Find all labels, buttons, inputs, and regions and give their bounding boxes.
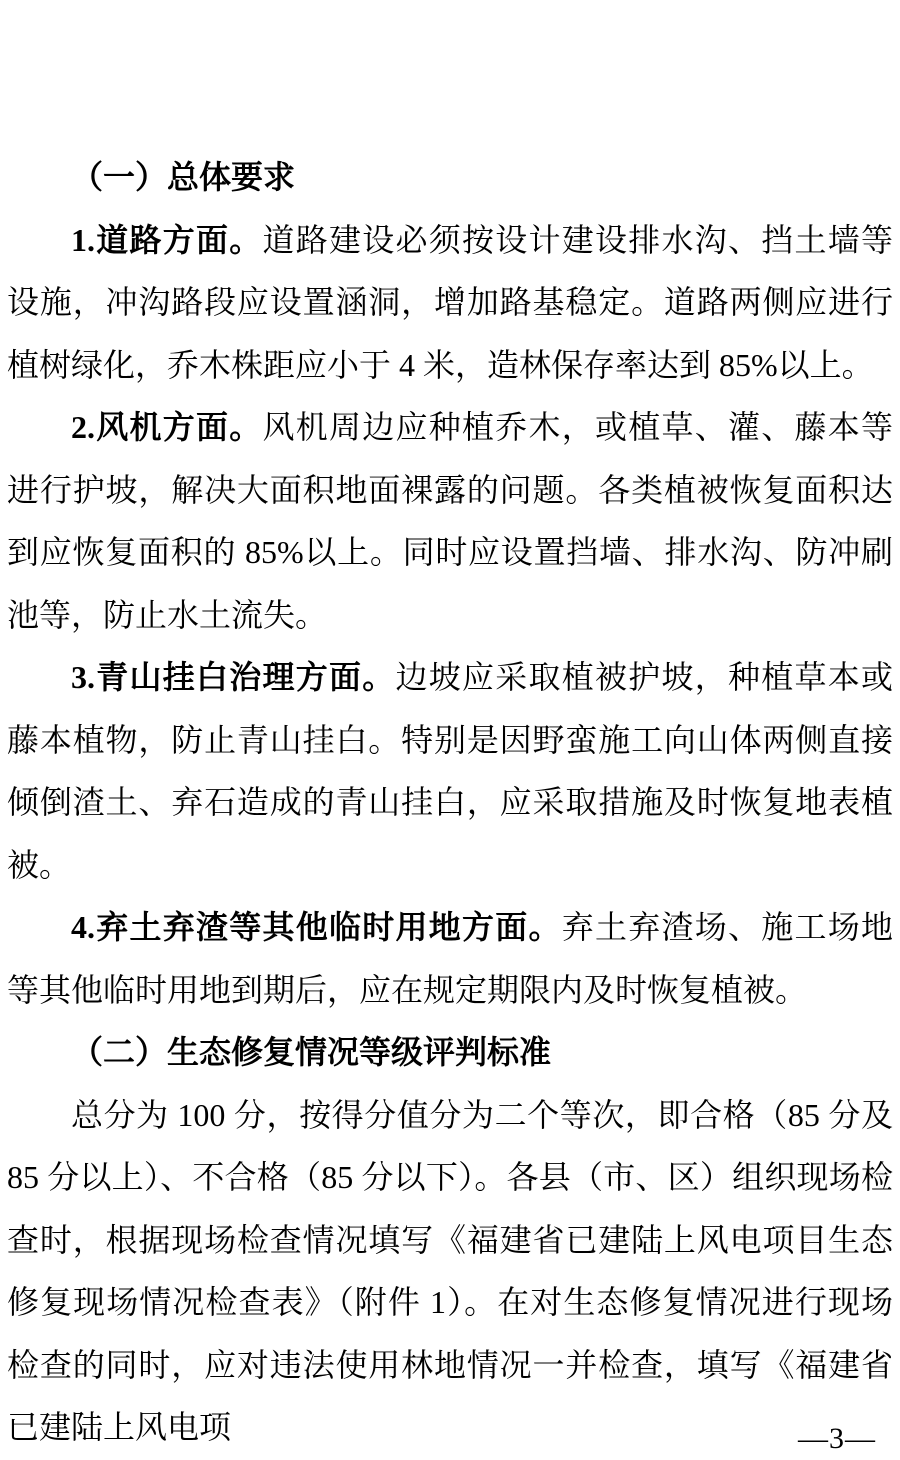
paragraph-scoring-rules	[7, 1084, 893, 1459]
paragraph-spoil-temporary-land	[7, 896, 893, 1021]
paragraph-spoil-temporary-land-lead: 4.弃土弃渣等其他临时用地方面。	[71, 909, 562, 945]
paragraph-roads-lead: 1.道路方面。	[71, 221, 263, 258]
paragraph-wind-turbines-lead: 2.风机方面。	[71, 409, 263, 445]
paragraph-scoring-rules-body: 总分为 100 分，按得分值分为二个等次，即合格（85 分及 85 分以上）、不合格（85 分以下）。各县（市、区）组织现场检查时，根据现场检查情况填写《福建省已建陆上风电项目生态修复现场情况检查表》（附件 1）。在对生态修复情况进行现场检查的同时，应对违法使用林地情况一并检查，填写《福建省已建陆上风电项	[7, 1096, 893, 1445]
paragraph-spoil-temporary-land-body: 弃土弃渣场、施工场地等其他临时用地到期后，应在规定期限内及时恢复植被。	[7, 909, 893, 1008]
paragraph-wind-turbines	[7, 396, 893, 646]
page-number: —3—	[798, 1422, 876, 1455]
paragraph-wind-turbines-body: 风机周边应种植乔木，或植草、灌、藤本等进行护坡，解决大面积地面裸露的问题。各类植被恢复面积达到应恢复面积的 85%以上。同时应设置挡墙、排水沟、防冲刷池等，防止水土流失。	[7, 409, 893, 633]
section-heading-overall-requirements: （一）总体要求	[71, 159, 296, 195]
paragraph-bare-slope-treatment-lead: 3.青山挂白治理方面。	[71, 659, 396, 695]
paragraph-bare-slope-treatment	[7, 646, 893, 896]
section-heading-grading-criteria: （二）生态修复情况等级评判标准	[71, 1034, 552, 1070]
paragraph-roads-body: 道路建设必须按设计建设排水沟、挡土墙等设施，冲沟路段应设置涵洞，增加路基稳定。道路两侧应进行植树绿化，乔木株距应小于 4 米，造林保存率达到 85%以上。	[7, 221, 893, 383]
paragraph-roads	[7, 209, 893, 397]
document-body	[7, 146, 893, 1459]
paragraph-bare-slope-treatment-body: 边坡应采取植被护坡，种植草本或藤本植物，防止青山挂白。特别是因野蛮施工向山体两侧直接倾倒渣土、弃石造成的青山挂白，应采取措施及时恢复地表植被。	[7, 659, 893, 883]
